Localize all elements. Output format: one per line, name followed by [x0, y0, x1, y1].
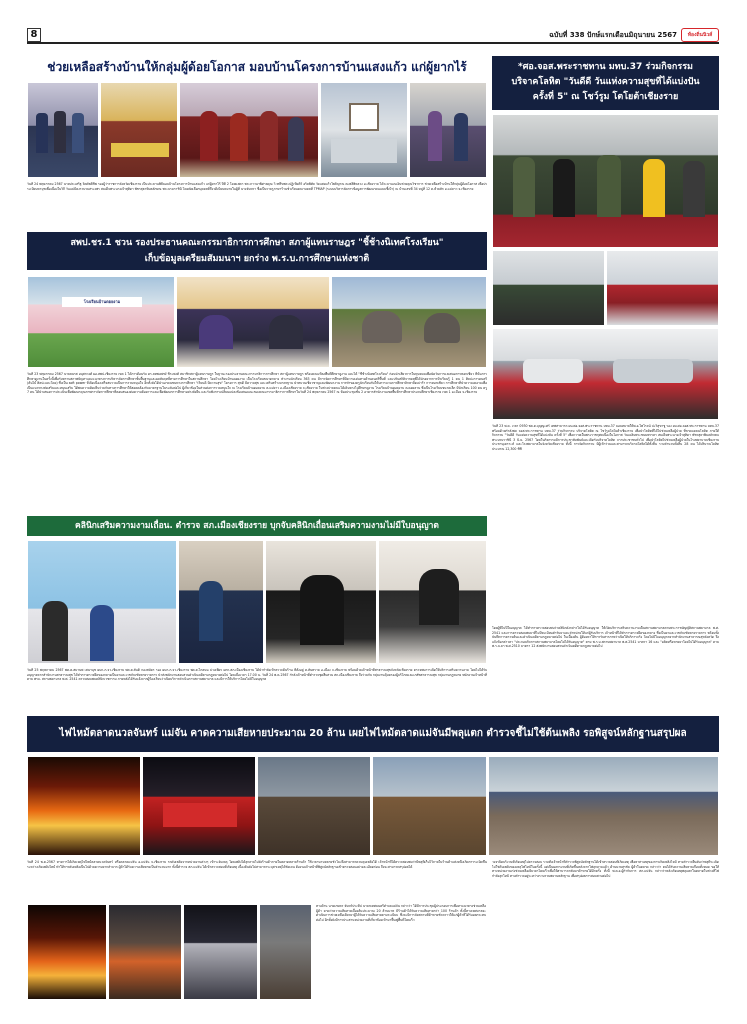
story5-column2: ทางด้าน นายเกษตร จันทร์ประทีป นายกเทศมนตรีตำบลแม่จัน กล่าวว่า ได้มีการประชุมผู้ประกอบการเพื่อหาแนวทางช่วยเหลือผู้ค้า คาดว่าความเสียหายเบื้องต้นประมาณ 20 ล้านบาท มีร้านค้าได้รับความเสียหายกว่า 100 ร้านค้า ทั้งนี้ทางเทศบาลจะดำเนินการช่วยเหลือเยียวยาผู้ได้รับความเสียหายตามระเบียบ ซึ่งจะมีการจัดสถานที่ค้าขายชั่วคราวให้แก่ผู้ค้าที่ได้รับผลกระทบต่อไป อีกทั้งยังมีการประสานหน่วยงานที่เกี่ยวข้องเข้ามาฟื้นฟูพื้นที่โดยเร็ว: [316, 904, 486, 922]
story5-photo-ruins: [372, 756, 487, 856]
story4-photo-beds: [606, 250, 719, 326]
story3-headline: คลินิกเสริมความงามเถื่อน. ตำรวจ สภ.เมืองเชียงราย บุกจับคลินิกเถื่อนเสริมความงามไม่มีใบอนุญาต: [75, 521, 439, 531]
story5-photo-smoke: [108, 904, 182, 1000]
story2-caption: วันที่ 23 พฤษภาคม 2567 นายธนรส อนุสกวงศ์ ผอ.สพป.เชียงราย เขต 1 ได้การต้อนรับ ดร.ลทพงศกษ์ ชีระพงศ์ สมาชิกสภาผู้แทนราษฎร ในฐานะรองประธานคณะกรรมาธิการการศึกษา สภาผู้แทนราษฎร พร้อมคณะที่ลงพื้นที่ศึกษาดูงาน และได้ "ชี้ช้างนิเทศโรงเรียน" ก่อนนำเสียวการในทุนหมมเพื่อนัดวันการแลเสนอการทอกเซียว ที่นั้นการศึกษาดูงานในครั้งนี้เพื่อรับทราบสภาพปัญหาและแนวทางการบริหารจัดการศึกษาขั้นพื้นฐานและผลสัมฤทธิ์ทางการศึกษาในสถานศึกษา โดยโรงเรียนบ้านดอยงาม เป็นโรงเรียนขนาดกลาง ทำงานนักเรียน 363 คน มีการจัดการศึกษาที่มีความเด่นทางด้านดนตรีพื้นที่ และปรับสถิติจากดลุพี่ได้นำอยากการมีรเรียนรู้ 1 คน 1 ศิลปะการดนตรี (ต้นไม้ ศิลปะและโดย) ซึ่งเป็น soft power ที่เปิดเนื่องเสร็จสมรวมเป็นการรวมหนุนใจ อีกทั้งยังได้นำเอาคนชนทางการศึกษา "เรียนดี มีความสุข" โครงการ สุขดี มีความสุข และเสริมสร้างมาตรฐาน นำทบวนเชี่ยวชาญและพัฒนางาน การทำของครูนักเรียนกับให้บการบวนการศึกษาลิกษาลีดเบ่าร้า การทอกเซียว การศึกษาที่นำความงดงามเพื่อเป็นแนวทางส่งเสริมและหนุนเสริม ได้พบความคิดเห็นร่วมกับทางการศึกษาให้สอดคล้องกับมาตรฐานในระดับต่อไป ผู้เกี่ยวข้องในส่วนต่อการรวมหนุนใจ ณ โรงเรียนบ้านดอยงาม ต.แม่ยาว อ.เมืองเชียงราย จ.เชียงราย ในช่วงบ่ายคณะได้เดินทางไปศึกษาดูงาน โรงเรียนบ้านดอยงาม ต.ดอยลาน ซึ่งเป็นโรงเรียนขนาดเล็ก มีนักเรียน 100 คน ครู 7 คน ได้นำเสนอการประเมินเพื่อพัฒนาคุณภาพการจัดการศึกษาที่ตอบสนองต่อความต้องการและเพื่อพัฒนาการศึกษาอย่างยั่งยืน และรับฟังการเปลี่ยนแปลงข้อเสนอแนะของคณะกรรมาธิการการศึกษาในวันที่ 24 พฤษภาคม 2567 ณ ห้องประชุมชั้น 2 อาคารสำนักงานเขตพื้นที่การศึกษาประถมศึกษาเชียงราย เขต 1 อ.เมือง จ.เชียงราย: [27, 372, 487, 395]
story3-caption: วันที่ 25 พฤษภาคม 2567 พต.ต.สมานพ เสนานุช ผบก.ภ.จว.เชียงราย พต.ต.สันติ กองสมัคร รอง ผบก.ภ.จว.เชียงราย พต.ต.ไกลนน ม่วงเพียร ผกก.สภ.เมืองเชียงราย ได้นำกำลังเข้าตรวจค้นร้าน ที่ตั้งอยู่ ต.สันทราย อ.เมือง จ.เชียงราย พร้อมด้วยเจ้าหน้าที่สาธารณสุขจังหวัดเชียงราย ตรวจพบการเปิดให้บริการเสริมความงาม โดยไม่ได้รับอนุญาตจากสำนักงานสาธารณสุข ได้ทำการตรวจยึดของกลางเป็นยาและเวชภัณฑ์หลายรายการ นำส่งพนักงานสอบสวนดำเนินคดีตามกฎหมายต่อไป โดยเมื่อเวลา 17.00 น. วันที่ 24 พ.ค.2567 กำลังเจ้าหน้าที่ตำรวจชุดสืบสวน สภ.เมืองเชียงราย จึงร่วมกับ กลุ่มงานคุ้มครองผู้บริโภคและเภสัชสาธารณสุข กลุ่มงานกฎหมาย พนักงานเจ้าหน้าที่ตาม พรบ. สถานพยาบาล พ.ศ. 2541 ตรวจสอบพบคลินิกเวชกรรม ภายหลังได้รับแจ้งจากผู้ร้องเรียนว่าเปิดบริการดำเนินการสถานพยาบาล และมีการให้บริการโดยไม่มีใบอนุญาต: [27, 668, 487, 682]
story5-column3: วงจรปิดบริเวณที่เกิดเหตุไปตรวจสอบ รวมทั้งเจ้าหน้าที่ตำรวจพิสูจน์หลักฐานได้เข้าตรวจสอบที่เกิดเหตุ เพื่อหาสาเหตุของการเกิดเพลิงไหม้ ทางตำรวจยืนยันว่าพลุที่ระเบิดไม่ใช่ต้นเพลิงของเหตุไฟไหม้ในครั้งนี้ แต่เป็นผลกระทบที่เกิดขึ้นหลังจากไฟลุกลามแล้ว ด้านนายสุรชัย ผู้ค้าในตลาด กล่าวว่า ตนได้รับความเสียหายเกือบทั้งหมด ขอให้ทางหน่วยงานเร่งช่วยเหลือเยียวยาโดยเร็วเพื่อให้สามารถกลับมาค้าขายได้อีกครั้ง ทั้งนี้ พ.ต.อ.ผู้กำกับการ สภ.แม่จัน กล่าวว่าหลังเกิดเหตุพลุแตกในตลาดในช่วงที่ไฟกำลังลุกไหม้ ทางตำรวจอยู่ระหว่างรวบรวมพยานหลักฐาน เพื่อสรุปผลการสอบสวนต่อไป: [492, 860, 719, 878]
story5-photo-firefighters: [183, 904, 258, 1000]
story5-headline-box: [27, 716, 719, 752]
story4-photo-showroom: [492, 328, 719, 420]
story2-headline-line2: เก็บข้อมูลเตรียมสัมมนาฯ ยกร่าง พ.ร.บ.การศึกษาแห่งชาติ: [144, 254, 370, 264]
story5-photo-fire-night: [27, 756, 141, 856]
story3-headline-box: [27, 516, 487, 536]
school-sign: โรงเรียนบ้านดอยงาม: [62, 297, 142, 307]
logo: [681, 28, 719, 42]
logo-text: ท้องถิ่นนิวส์: [687, 32, 713, 38]
story2-photo-school: [27, 276, 175, 368]
story1-photo-handover: [409, 82, 487, 178]
story5-photo-aftermath: [488, 756, 719, 856]
issue-info: ฉบับที่ 338 ปักษ์แรกเดือนมิถุนายน 2567: [549, 31, 677, 39]
story2-headline-line1: สพป.ชร.1 ชวน รองประธานคณะกรรมาธิการการศึกษา สภาผู้แทนราษฎร "ชี้ช้างนิเทศโรงเรียน": [70, 238, 444, 248]
story4-caption: วันที่ 23 พ.ค. เวลา 0930 พล.ต.บุญญะศร์ เทพสามารถ ผบ.ศอ.จอส.พระราชทาน มทบ.37 มอบหมายให้พ.อ.ไพโรจน์ ปะวิสุขาชู รอง ผบ.ศอ.จอส.พระราชทาน มทบ.37 พร้อมด้วยกำลังพล จอส.พระราชทาน มทบ.37 ร่วมกิจกรรม บริจาคโลหิต ณ โชว์รูมโตโยต้าเชียงราย เพื่อนำโลหิตที่ได้ไปช่วยเหลือผู้ป่วย ที่ขาดแคลนโลหิต ภายใต้กิจกรรม "วันดีดี วันแห่งความสุขที่ได้แบ่งปัน ครั้งที่ 5" เพื่อถวายเป็นพระราชกุศลเนื่องในโอกาส วันเฉลิมพระชนมพรรษา สมเด็จพระนางเจ้าสุทิดา พัชรสุธาพิมลลักษณ พระบรมราชินี 3 มิ.ย. 2567 โดยในกิจกรรมมีการประชาสัมพันธ์และเปิดรับบริจาคโลหิต จากประชาชนทั่วไป เพื่อนำโลหิตไปช่วยเหลือผู้ป่วยในโรงพยาบาลเชียงรายประชานุเคราะห์ และโรงพยาบาลในจังหวัดเชียงราย ทั้งนี้ การจัดกิจกรรม มีผู้เข้าร่วมและสามารถบริจาคโลหิตได้ทั้งสิ้น รวมจำนวนทั้งสิ้น 28 คน ได้ปริมาณโลหิต ประมาณ 12,300 ซีซี: [492, 424, 719, 451]
story3-photo-clinic-room: [27, 540, 177, 664]
story1-photo-monks: [179, 82, 319, 178]
story5-photo-damage: [257, 756, 371, 856]
story2-photo-meeting: [176, 276, 330, 368]
story3-photo-evidence: [378, 540, 487, 664]
story1-headline: ช่วยเหลือสร้างบ้านให้กลุ่มผู้ด้อยโอกาส มอบบ้านโครงการบ้านแสงแก้ว แก่ผู้ยากไร้: [47, 60, 467, 74]
story4-photo-donors: [492, 250, 605, 326]
story4-photo-main: [492, 114, 719, 248]
story2-photo-elephants: [331, 276, 487, 368]
story3-photo-inspection: [265, 540, 377, 664]
story2-headline-box: [27, 232, 487, 270]
story5-caption: วันที่ 24 พ.ค.2567 ทางการได้เกิดเหตุไฟไหม้ตลาดนวลจันทร์ หรือตลาดแม่จัน อ.แม่จัน จ.เชียงราย รถดับเพลิงจากหน่วยงานต่างๆ เข้าระงับเหตุ โดยเพลิงได้ลุกลามไปยังร้านค้าภายในตลาดหลายร้านค้า ใช้เวลานานหลายชั่วโมงจึงสามารถควบคุมเพลิงได้ เจ้าหน้าที่ได้ตรวจสอบพบว่ามีพลุที่เก็บไว้ภายในร้านค้าแห่งหนึ่งเกิดการระเบิดขึ้นระหว่างเกิดเพลิงไหม้ ทำให้การดับเพลิงเป็นไปด้วยความยากลำบาก ผู้ค้าได้รับความเสียหายเป็นจำนวนมาก ทั้งนี้ตำรวจ สภ.แม่จัน ได้เข้าตรวจสอบที่เกิดเหตุ เบื้องต้นยังไม่สามารถระบุสาเหตุได้ชัดเจน ต้องรอเจ้าหน้าที่พิสูจน์หลักฐานเข้าตรวจสอบอย่างละเอียดก่อน จึงจะสามารถสรุปผลได้: [27, 860, 487, 869]
story3-photo-officers: [178, 540, 264, 664]
story1-photo-ceremony: [100, 82, 178, 178]
story1-photo-house: [320, 82, 408, 178]
story4-headline-line2: บริจาคโลหิต "วันดีดี วันแห่งความสุขที่ได้แบ่งปัน: [511, 77, 700, 87]
story5-photo-rubble: [259, 904, 312, 1000]
page-number: 8: [27, 28, 41, 42]
story5-photo-firetruck: [142, 756, 256, 856]
story4-headline-box: [492, 56, 719, 110]
story5-photo-blaze: [27, 904, 107, 1000]
story1-photo-officials: [27, 82, 99, 178]
story5-headline: ไฟไหม้ตลาดนวลจันทร์ แม่จัน คาดความเสียหายประมาณ 20 ล้าน เผยไฟไหม้ตลาดแม่จันมีพลุแตก ตำรวจชี้ไม่ใช้ต้นเพลิง รอพิสูจน์หลักฐานสรุปผล: [59, 728, 687, 739]
story3-continued-text: โดยผู้ที่ไม่ปีใบอนุญาต ได้ทำการตรวจสอบพบว่าคลินิกดังกล่าวไม่ได้รับอนุญาต ให้เปิดบริการเสริมความงามเป็นสถานพยาบาลตามพระราชบัญญัติสถานพยาบาล พ.ศ. 2541 และการตรวจสอบพบยาที่ไม่มีทะเบียนตำรับยาและจำหน่ายให้แก่ผู้รับบริการ เจ้าหน้าที่ได้ทำการตรวจยึดของกลาง ซึ่งเป็นยาและเวชภัณฑ์หลายรายการ พร้อมทั้งบันทึกการตรวจค้นและดำเนินคดีตามกฎหมายต่อไป ในเบื้องต้น ผู้ต้องหาให้การรับสารภาพว่าเปิดให้บริการจริง โดยไม่มีใบอนุญาตจากสำนักงานสาธารณสุขจังหวัด จึงแจ้งข้อกล่าวหา "ประกอบกิจการสถานพยาบาลโดยไม่ได้รับอนุญาต" ตาม พ.ร.บ.สถานพยาบาล พ.ศ.2541 มาตรา 16 และ "ผลิตหรือขายยาโดยไม่ได้รับอนุญาต" ตาม พ.ร.บ.ยา พ.ศ.2510 มาตรา 12 ส่งพนักงานสอบสวนดำเนินคดีตามกฎหมายต่อไป: [492, 626, 719, 649]
story4-headline-line3: ครั้งที่ 5" ณ โชว์รูม โตโยต้าเชียงราย: [532, 92, 679, 102]
story1-caption: วันที่ 24 พฤษภาคม 2567 นายประเสริฐ จิตต์พลีชีพ รองผู้ว่าราชการจังหวัดเชียงราย เป็นประธานพิธีมอบบ้านโครงการบ้านแสงแก้ว แก่ผู้ยากไร้ ปีที่ 2 โดยแสตา พระภาวนาพิศาลคุณ วิ.ฑทึฆพระปฏิเขียตีร์ อริยพิศัล วัดแสงแก้วโพธิญาณ ตะพลีพิหลวง อ.เชียงราย ได้ระบานงนเงินช่วยคุณวิชาการ ช่วยเหลือสร้างบ้านให้กลุ่มผู้ด้อยโอกาส เพื่อปรระเบียบหามุชเพื่อเนื่องในวิถี วันแม่มีคงรวบรมสระงพร สมเด็จพระนางเจ้าสุทิดา พัชรสุธาพิมลลักษณ พระบรมราชินี โดยคัดเลือกบุคคลที่ถึงวดีเบียนหมายในผู้ที่ นางจันทรา ชื่อเป็นรายรูภาษาร้านชั่วเรียนคณาบคลที่ TPMAP (ระบบบริหารจัดการข้อมูลการพัฒนาคนแบบชี้เป้า) ณ บ้านเลขที่ 34 หมู่ที่ 12 ต.ห้วยสัก อ.แม่ลาว จ.เชียงราย: [27, 182, 487, 191]
story4-headline-line1: *ศอ.จอส.พระราชทาน มทบ.37 ร่วมกิจกรรม: [518, 62, 693, 72]
page-header: [27, 28, 719, 44]
